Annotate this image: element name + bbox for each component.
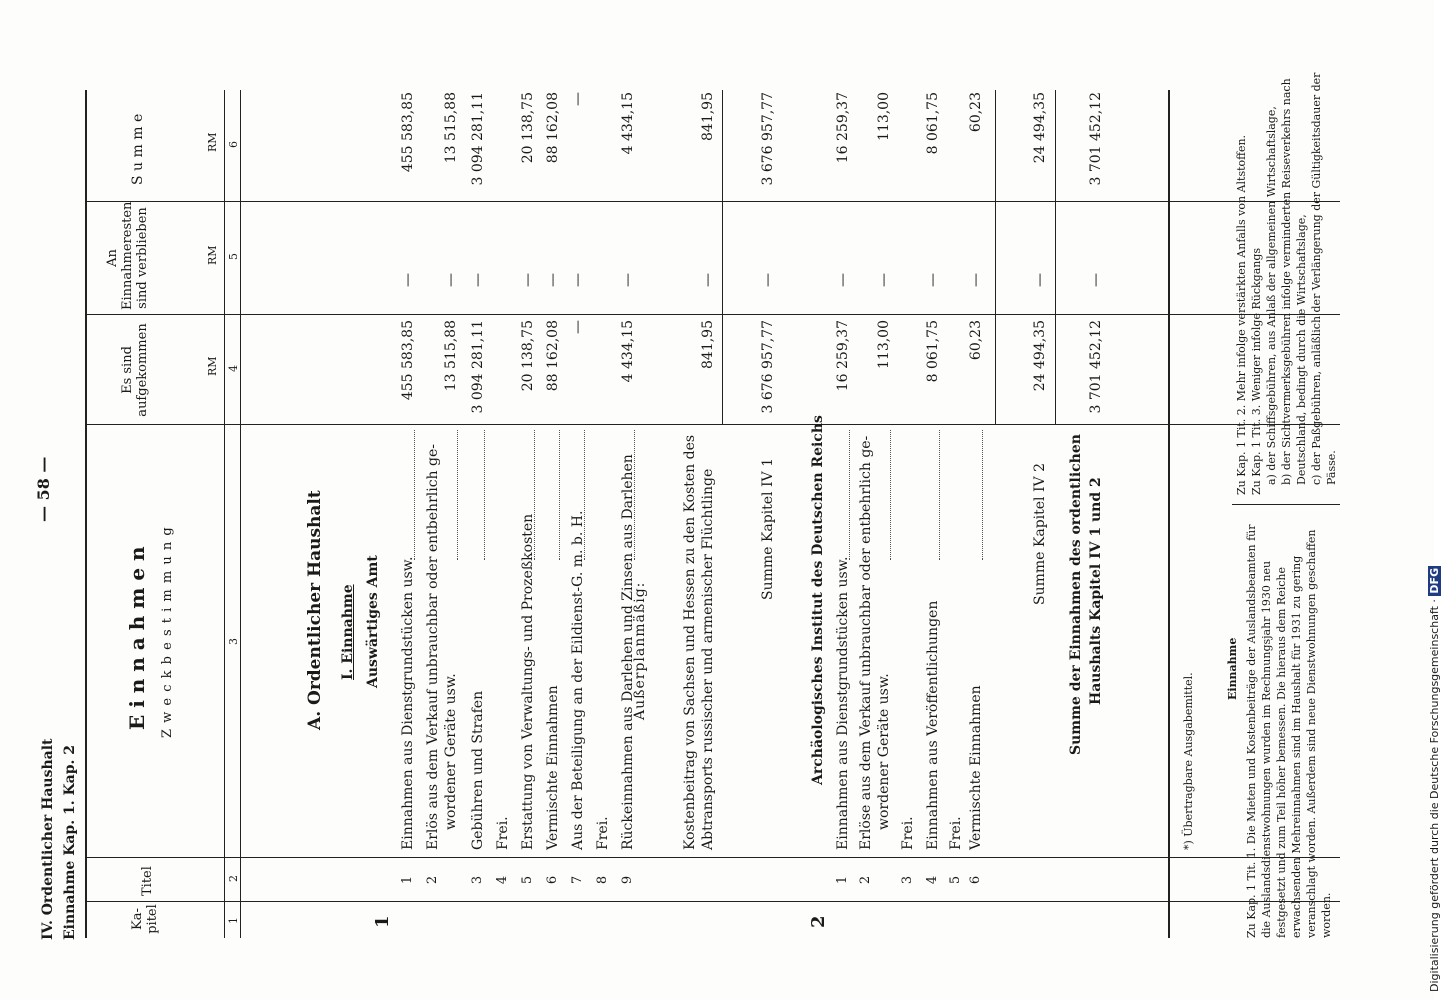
row-leader <box>939 430 940 560</box>
row-c5: — <box>620 273 636 287</box>
kap2-number: 2 <box>808 915 829 928</box>
row-text: Einnahmen aus Dienstgrundstücken usw. <box>400 556 416 850</box>
header-titel: Titel <box>140 866 155 896</box>
row-c6: 20 138,75 <box>520 92 536 164</box>
row-text-cont: wordener Geräte usw. <box>876 673 892 830</box>
col-sep-2 <box>85 857 1340 858</box>
table-bottom-rule <box>1168 90 1170 938</box>
row-leader <box>457 430 458 560</box>
dfg-tagline: Digitalisierung gefördert durch die Deutsche Forschungsgemeinschaft · DFG <box>1428 567 1441 992</box>
kap1-extra-c6: 841,95 <box>700 92 716 141</box>
kap1-heading: Auswärtiges Amt <box>365 555 381 688</box>
notes-right-2: Zu Kap. 1 Tit. 3. Weniger infolge Rückgangs <box>1250 247 1263 495</box>
row-text: Vermischte Einnahmen <box>968 685 984 850</box>
colnum-6: 6 <box>227 141 240 148</box>
row-text: Erlös aus dem Verkauf unbrauchbar oder entbehrlich ge- <box>425 443 441 850</box>
row-c4: 13 515,88 <box>443 320 459 392</box>
kap1-sum-rule <box>722 90 723 425</box>
row-c6: 455 583,85 <box>400 92 416 173</box>
colnum-4: 4 <box>227 365 240 372</box>
row-c4: 60,23 <box>968 320 984 361</box>
unit-c6: RM <box>206 132 219 152</box>
row-c5: — <box>443 273 459 287</box>
notes-right-b: b) der Sichtvermerksgebühren infolge verminderten Reiseverkehrs nach Deutschland, bedingt durch die Wirtschaftslage, <box>1280 78 1308 485</box>
kap1-sum-c5: — <box>760 273 776 287</box>
row-titel: 2 <box>425 875 440 885</box>
row-c6: 16 259,37 <box>835 92 851 164</box>
kap1-sum-label: Summe Kapitel IV 1 <box>760 458 776 600</box>
row-c4: 4 434,15 <box>620 320 636 383</box>
row-titel: 4 <box>925 875 940 885</box>
header-c5: An Einnahmeresten sind verblieben <box>105 201 150 310</box>
row-c4: 88 162,08 <box>545 320 561 392</box>
header-bottom-rule <box>240 90 241 938</box>
kap1-extra-c4: 841,95 <box>700 320 716 369</box>
kap2-heading: Archäologisches Institut des Deutschen Reichs <box>810 415 826 785</box>
row-c5: — <box>925 273 941 287</box>
row-c6: 113,00 <box>876 92 892 141</box>
row-text: Frei. <box>900 816 916 850</box>
row-titel: 1 <box>400 875 415 885</box>
row-leader <box>584 430 585 560</box>
row-c4: 113,00 <box>876 320 892 369</box>
header-main-subtitle: Z w e c k b e s t i m m u n g <box>160 526 175 738</box>
notes-divider <box>1232 504 1340 505</box>
footnote: *) Übertragbare Ausgabemittel. <box>1182 672 1195 850</box>
total-c4: 3 701 452,12 <box>1088 320 1104 414</box>
notes-right-c: c) der Paßgebühren, anläßlich der Verlängerung der Gültigkeitsdauer der Pässe. <box>1310 72 1338 485</box>
row-c6: 88 162,08 <box>545 92 561 164</box>
row-text: Gebühren und Strafen <box>470 690 486 850</box>
row-c5: — <box>876 273 892 287</box>
col-sep-4 <box>85 314 1340 315</box>
kap2-sum-c6: 24 494,35 <box>1032 92 1048 164</box>
row-c5: — <box>470 273 486 287</box>
total-label-2: Haushalts Kapitel IV 1 und 2 <box>1088 477 1104 705</box>
kap2-sum-c5: — <box>1032 273 1048 287</box>
row-leader <box>634 430 635 560</box>
row-titel: 4 <box>495 875 510 885</box>
header-c6: S u m m e <box>130 113 146 185</box>
kap1-sum-c4: 3 676 957,77 <box>760 320 776 414</box>
subpart-title: I. Einnahme <box>340 584 356 680</box>
col-sep-1 <box>85 901 1340 902</box>
unit-c5: RM <box>206 245 219 265</box>
row-c6: 13 515,88 <box>443 92 459 164</box>
row-c6: 3 094 281,11 <box>470 92 486 186</box>
colnum-3: 3 <box>227 638 240 645</box>
row-text: Rückeinnahmen aus Darlehen und Zinsen aus Darlehen <box>620 454 636 850</box>
col-sep-3 <box>85 424 1340 425</box>
row-c5: — <box>835 273 851 287</box>
row-titel: 3 <box>900 875 915 885</box>
row-leader <box>559 430 560 560</box>
row-c6: 8 061,75 <box>925 92 941 155</box>
kap1-sum-c6: 3 676 957,77 <box>760 92 776 186</box>
row-titel: 9 <box>620 875 635 885</box>
kap2-sum-c4: 24 494,35 <box>1032 320 1048 392</box>
row-c4: — <box>570 320 586 334</box>
row-leader <box>982 430 983 560</box>
col-sep-5 <box>85 201 1340 202</box>
row-c4: 20 138,75 <box>520 320 536 392</box>
row-text: Frei. <box>595 816 611 850</box>
row-titel: 7 <box>570 875 585 885</box>
notes-right-1: Zu Kap. 1 Tit. 2. Mehr infolge verstärkten Anfalls von Altstoffen. <box>1235 134 1248 495</box>
row-text: Aus der Beteiligung an der Eildienst-G. m. b. H. <box>570 510 586 850</box>
header-main-title: E i n n a h m e n <box>125 546 149 730</box>
row-c5: — <box>400 273 416 287</box>
row-c6: 60,23 <box>968 92 984 133</box>
row-c4: 455 583,85 <box>400 320 416 401</box>
row-text: Vermischte Einnahmen <box>545 685 561 850</box>
total-c6: 3 701 452,12 <box>1088 92 1104 186</box>
row-c5: — <box>545 273 561 287</box>
row-titel: 3 <box>470 875 485 885</box>
row-titel: 6 <box>968 875 983 885</box>
row-leader <box>484 430 485 560</box>
kap1-extra-text: Kostenbeitrag von Sachsen und Hessen zu den Kosten des <box>682 434 698 850</box>
notes-left: Zu Kap. 1 Tit. 1. Die Mieten und Kostenbeiträge der Auslandsbeamten für die Auslandsdienstwohnungen wurden im Rechnungsjahr 1930 neu festgesetzt und zum Teil höher bemessen. Die hieraus dem Reiche erwachsenden Mehreinnahmen sind im Haushalt für 1931 zu gering veranschlagt worden. Außerdem sind neue Dienstwohnungen geschaffen worden. <box>1245 524 1333 938</box>
unit-c4: RM <box>206 356 219 376</box>
row-titel: 2 <box>858 875 873 885</box>
row-c5: — <box>520 273 536 287</box>
row-titel: 5 <box>520 875 535 885</box>
notes-right-a: a) der Schiffsgebühren, aus Anlaß der allgemeinen Wirtschaftslage, <box>1265 106 1278 485</box>
row-c4: 8 061,75 <box>925 320 941 383</box>
total-rule <box>1055 90 1056 425</box>
header-colnum-rule <box>224 90 225 938</box>
part-title: A. Ordentlicher Haushalt <box>305 490 325 730</box>
row-titel: 8 <box>595 875 610 885</box>
notes-heading: Einnahme <box>1226 637 1239 700</box>
row-text: Erlöse aus dem Verkauf unbrauchbar oder entbehrlich ge- <box>858 435 874 850</box>
kap1-extra-heading: Außerplanmäßig: <box>632 581 648 720</box>
page-number: — 58 — <box>34 456 53 522</box>
header-c4: Es sind aufgekommen <box>120 323 150 417</box>
row-text: Frei. <box>495 816 511 850</box>
total-c5: — <box>1088 273 1104 287</box>
row-titel: 1 <box>835 875 850 885</box>
row-leader <box>534 430 535 560</box>
row-text-cont: wordener Geräte usw. <box>443 673 459 830</box>
kap1-extra-c5: — <box>700 273 716 287</box>
row-text: Einnahmen aus Dienstgrundstücken usw. <box>835 556 851 850</box>
row-titel: 5 <box>948 875 963 885</box>
header-kapitel: Ka- pitel <box>130 904 160 934</box>
row-c6: — <box>570 92 586 106</box>
section-subtitle: Einnahme Kap. 1. Kap. 2 <box>62 745 78 940</box>
row-c5: — <box>570 273 586 287</box>
row-c4: 16 259,37 <box>835 320 851 392</box>
table-top-rule <box>85 90 87 938</box>
row-text: Einnahmen aus Veröffentlichungen <box>925 600 941 850</box>
kap1-number: 1 <box>372 915 393 928</box>
total-label-1: Summe der Einnahmen des ordentlichen <box>1068 434 1084 755</box>
row-c6: 4 434,15 <box>620 92 636 155</box>
kap2-sum-label: Summe Kapitel IV 2 <box>1032 463 1048 605</box>
row-leader <box>414 430 415 560</box>
section-title: IV. Ordentlicher Haushalt <box>40 738 56 940</box>
colnum-2: 2 <box>227 875 240 882</box>
row-text: Erstattung von Verwaltungs- und Prozeßkosten <box>520 513 536 850</box>
colnum-1: 1 <box>227 917 240 924</box>
kap2-sum-rule <box>995 90 996 425</box>
kap1-extra-text2: Abtransports russischer und armenischer Flüchtlinge <box>700 468 716 850</box>
row-c4: 3 094 281,11 <box>470 320 486 414</box>
row-c5: — <box>968 273 984 287</box>
colnum-5: 5 <box>227 253 240 260</box>
dfg-logo: DFG <box>1428 567 1441 594</box>
row-leader <box>849 430 850 560</box>
row-leader <box>890 430 891 560</box>
row-text: Frei. <box>948 816 964 850</box>
row-titel: 6 <box>545 875 560 885</box>
